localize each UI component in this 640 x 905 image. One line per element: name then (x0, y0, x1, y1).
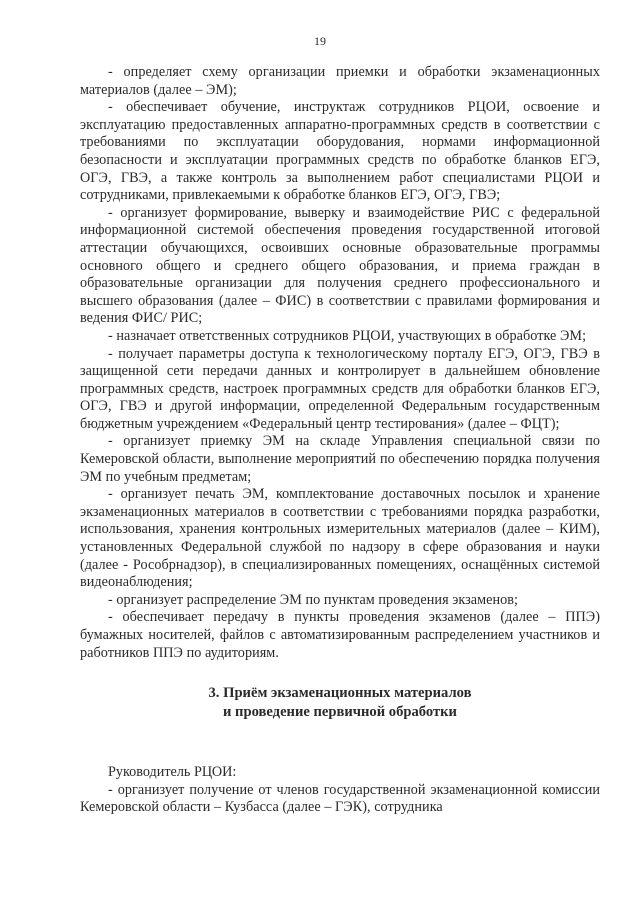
list-item-transfer: - обеспечивает передачу в пункты проведения экзаменов (далее – ППЭ) бумажных носителей, файлов с автоматизированным распределением участников и работников ППЭ по аудиториям. (80, 609, 600, 661)
list-item-fis-ris: - организует формирование, выверку и взаимодействие РИС с федеральной информационной системой обеспечения проведения государственной итоговой аттестации обучающихся, освоивших основные образовательные программы основного общего и среднего общего образования, и приема граждан в образовательные организации для получения среднего профессионального и высшего образования (далее – ФИС) в соответствии с правилами формирования и ведения ФИС/ РИС; (80, 204, 600, 327)
list-item-em-acceptance: - организует приемку ЭМ на складе Управления специальной связи по Кемеровской области, выполнение мероприятий по обеспечению порядка получения ЭМ по учебным предметам; (80, 433, 600, 485)
page-number: 19 (314, 34, 326, 48)
section-heading (80, 684, 600, 722)
section-heading-line-2: и проведение первичной обработки (223, 704, 457, 721)
list-item-portal-access: - получает параметры доступа к технологическому порталу ЕГЭ, ОГЭ, ГВЭ в защищенной сети передачи данных и контролирует в дальнейшем обновление программных средств, настроек программных средств для обработки бланков ЕГЭ, ОГЭ, ГВЭ и другой информации, определенной Федеральным государственным бюджетным учреждением «Федеральный центр тестирования» (далее – ФЦТ); (80, 345, 600, 432)
list-item-distribution: - организует распределение ЭМ по пунктам проведения экзаменов; (108, 591, 519, 608)
list-item-training: - обеспечивает обучение, инструктаж сотрудников РЦОИ, освоение и эксплуатацию предоставленных аппаратно-программных средств в соответствии с требованиями по эксплуатации оборудования, нормами информационной безопасности и эксплуатации программных средств по обработке бланков ЕГЭ, ОГЭ, ГВЭ, а также контроль за выполнением работ специалистами РЦОИ и сотрудниками, привлекаемыми к обработке бланков ЕГЭ, ОГЭ, ГВЭ; (80, 99, 600, 204)
document-body (80, 64, 600, 817)
list-item-printing: - организует печать ЭМ, комплектование доставочных посылок и хранение экзаменационных материалов в соответствии с требованиями порядка разработки, использования, хранения контрольных измерительных материалов (далее – КИМ), установленных Федеральной службой по надзору в сфере образования и науки (далее - Рособрнадзор), в специализированных помещениях, оснащённых системой видеонаблюдения; (80, 486, 600, 591)
section-heading-line-1: 3. Приём экзаменационных материалов (208, 685, 472, 702)
list-item-em-scheme: - определяет схему организации приемки и обработки экзаменационных материалов (далее – ЭМ); (80, 64, 600, 98)
list-item-assign-staff: - назначает ответственных сотрудников РЦОИ, участвующих в обработке ЭМ; (108, 327, 587, 344)
manager-label: Руководитель РЦОИ: (108, 764, 237, 781)
list-item-receipt: - организует получение от членов государственной экзаменационной комиссии Кемеровской области – Кузбасса (далее – ГЭК), сотрудника (80, 781, 600, 816)
